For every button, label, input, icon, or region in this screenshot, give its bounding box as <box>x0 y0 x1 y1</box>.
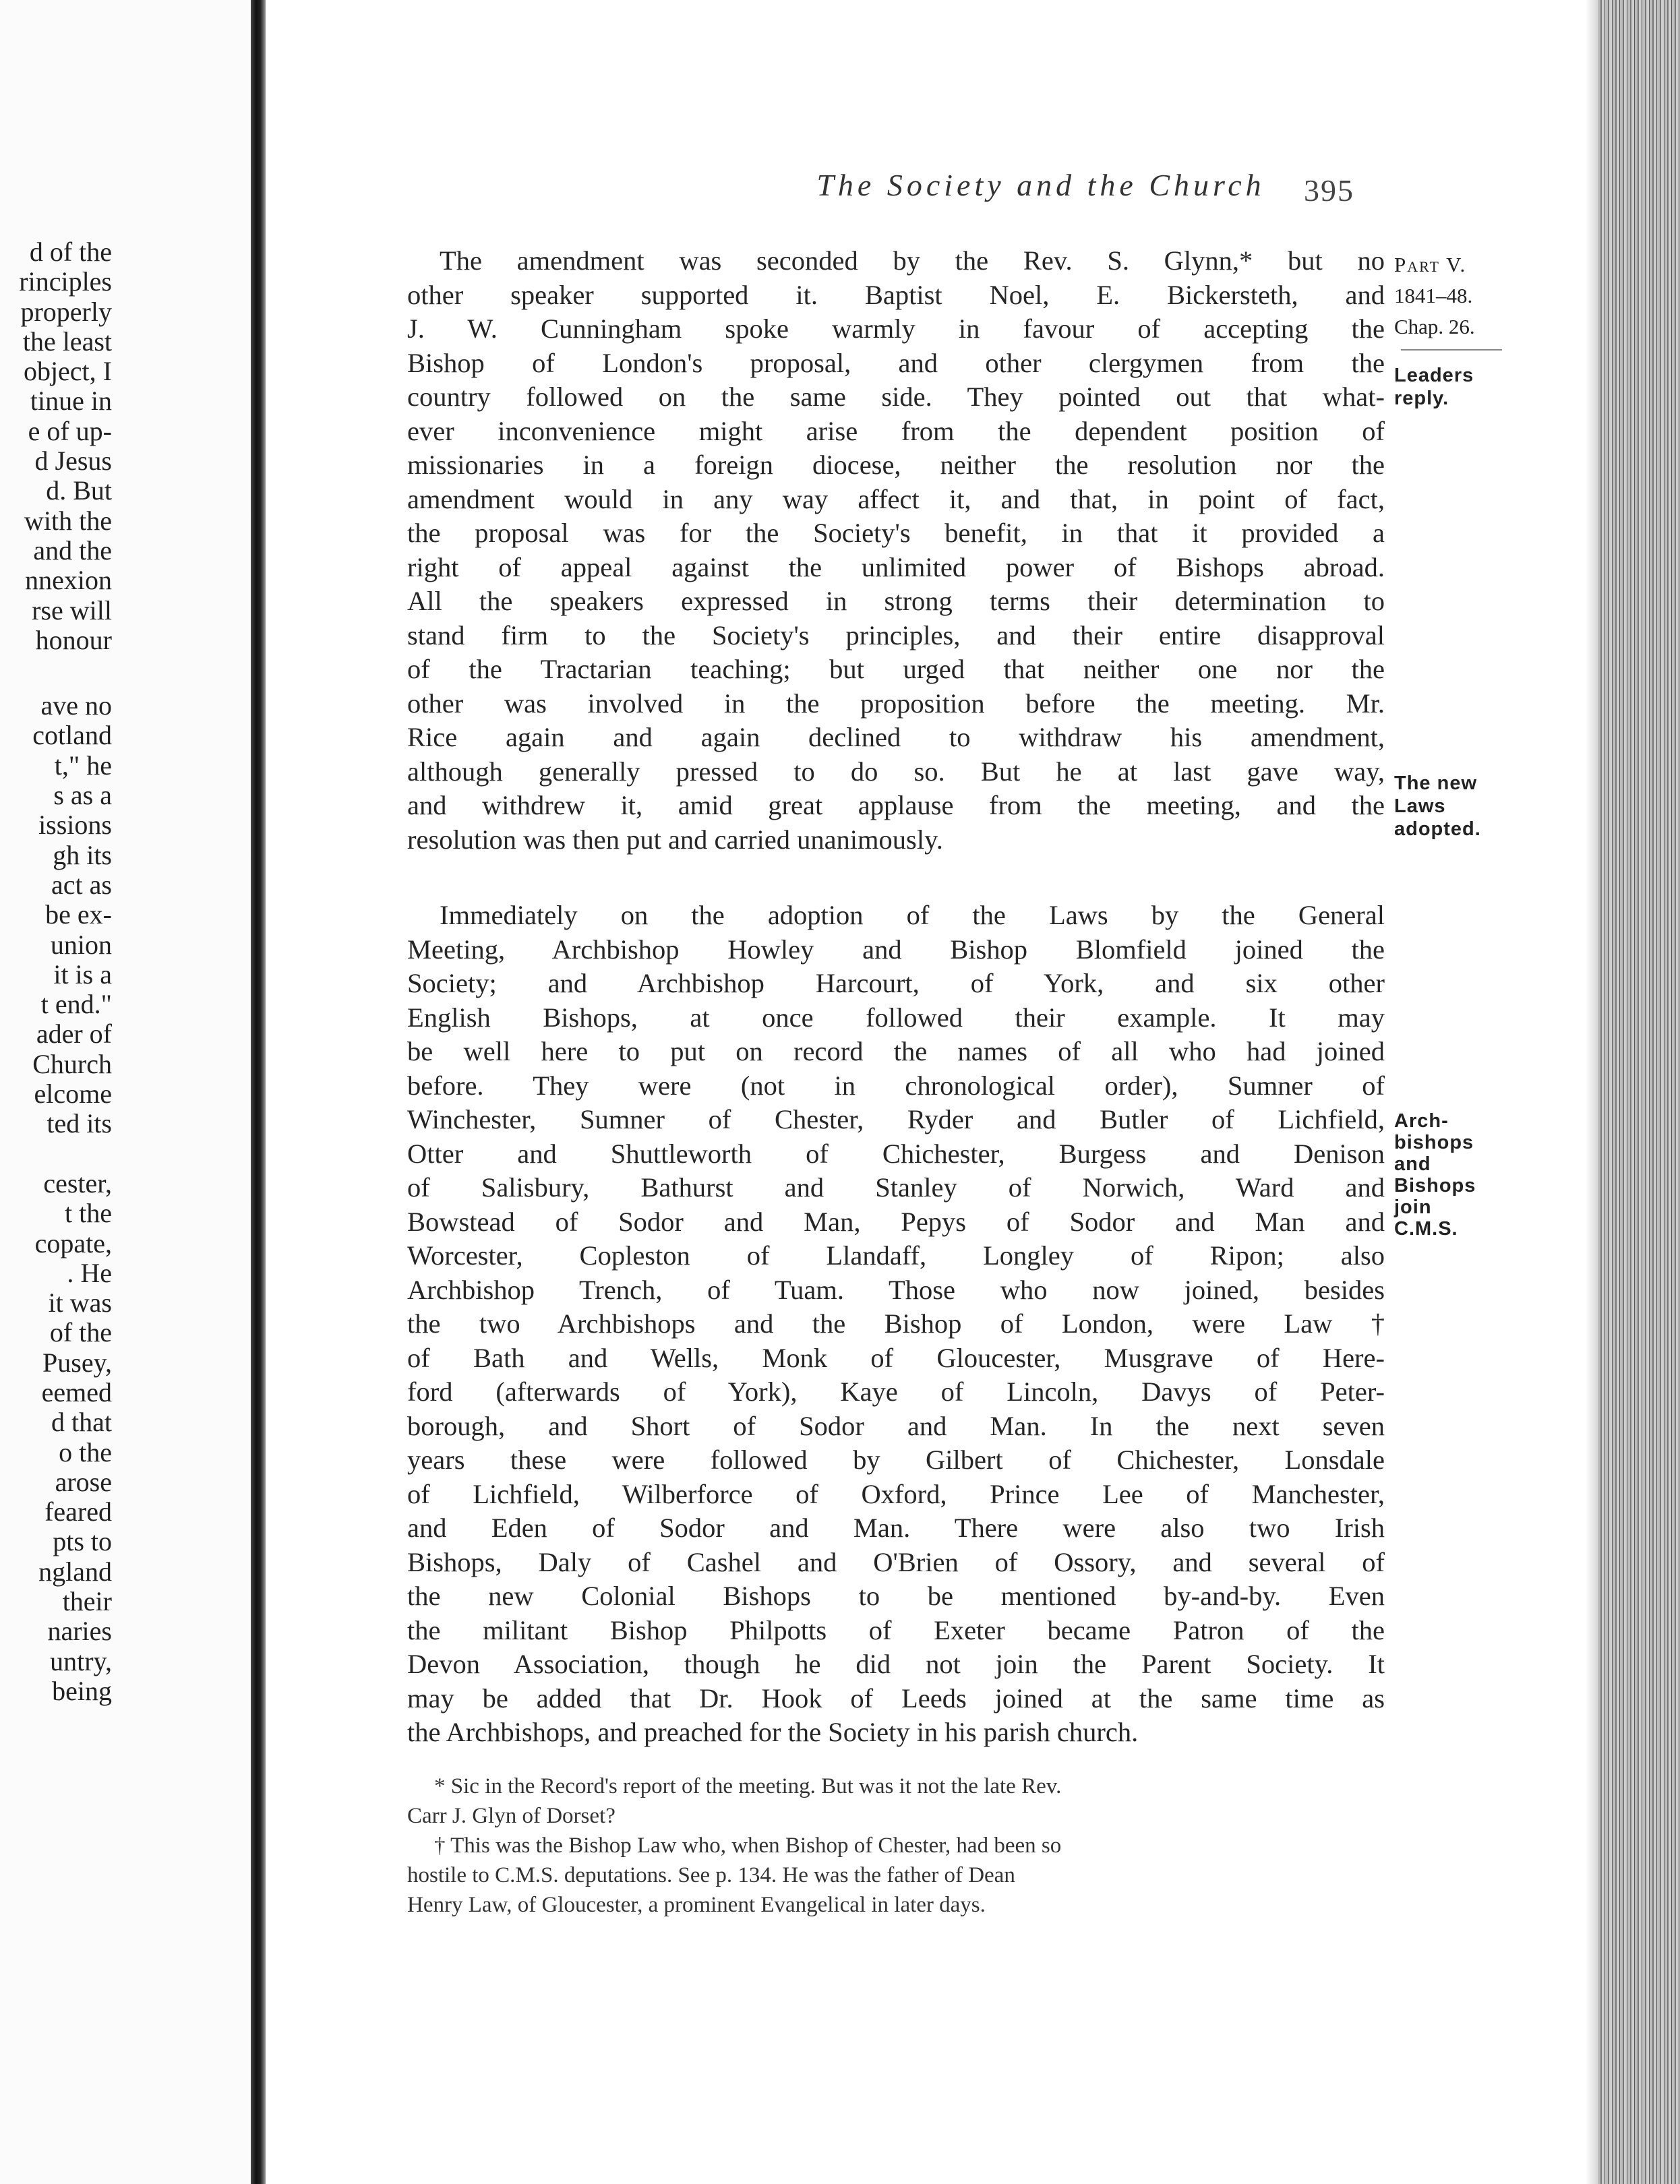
text-line: the two Archbishops and the Bishop of London, were Law † <box>407 1308 1385 1339</box>
text-line: amendment would in any way affect it, and that, in point of fact, <box>407 483 1385 514</box>
text-line: Bowstead of Sodor and Man, Pepys of Sodor and Man and <box>407 1206 1385 1237</box>
text-line: Immediately on the adoption of the Laws by the General <box>440 900 1385 930</box>
left-text-fragment: it is a <box>53 959 112 990</box>
left-text-fragment: honour <box>35 624 112 655</box>
text-line: Rice again and again declined to withdraw his amendment, <box>407 722 1385 752</box>
text-line: Worcester, Copleston of Llandaff, Longley of Ripon; also <box>407 1240 1385 1271</box>
left-text-fragment: d that <box>51 1407 112 1438</box>
text-line: other speaker supported it. Baptist Noel, E. Bickersteth, and <box>407 279 1385 310</box>
left-text-fragment: issions <box>38 810 112 841</box>
text-line: before. They were (not in chronological order), Sumner of <box>407 1070 1385 1101</box>
text-line: ever inconvenience might arise from the dependent position of <box>407 415 1385 446</box>
left-text-fragment: cester, <box>43 1167 112 1199</box>
text-line: the Archbishops, and preached for the Society in his parish church. <box>407 1717 1139 1747</box>
left-page-fragment <box>0 0 251 2184</box>
book-page-edges <box>1598 0 1680 2184</box>
text-line: Society; and Archbishop Harcourt, of York, and six other <box>407 968 1385 998</box>
text-line: the militant Bishop Philpotts of Exeter became Patron of the <box>407 1614 1385 1645</box>
margin-new-laws-line-1: The new <box>1394 772 1478 794</box>
margin-leaders-line-2: reply. <box>1394 388 1449 409</box>
left-text-fragment: elcome <box>34 1079 112 1110</box>
left-text-fragment: rse will <box>32 595 112 626</box>
text-line: years these were followed by Gilbert of Chichester, Lonsdale <box>407 1445 1385 1475</box>
margin-rule <box>1401 349 1502 351</box>
margin-new-laws-line-2: Laws <box>1394 795 1446 817</box>
margin-leaders-line-1: Leaders <box>1394 365 1474 386</box>
text-line: English Bishops, at once followed their example. It may <box>407 1002 1385 1033</box>
text-line: ford (afterwards of York), Kaye of Lincoln, Davys of Peter- <box>407 1376 1385 1407</box>
text-line: resolution was then put and carried unanimously. <box>407 824 943 855</box>
left-text-fragment: copate, <box>34 1227 112 1258</box>
margin-bishops-line-5: join <box>1394 1196 1432 1218</box>
margin-part-label: Part V. <box>1394 253 1467 276</box>
margin-bishops-line-2: bishops <box>1394 1132 1474 1153</box>
text-line: other was involved in the proposition before the meeting. Mr. <box>407 688 1385 719</box>
left-text-fragment: the least <box>22 326 112 357</box>
left-text-fragment: properly <box>20 296 112 327</box>
left-text-fragment: d. But <box>46 475 112 506</box>
text-line: and withdrew it, amid great applause from the meeting, and the <box>407 790 1385 820</box>
left-text-fragment: rinciples <box>19 266 112 297</box>
margin-note-bishops-join <box>1394 1110 1583 1240</box>
margin-new-laws-line-3: adopted. <box>1394 818 1481 840</box>
left-text-fragment: untry, <box>50 1645 112 1676</box>
text-line: of Lichfield, Wilberforce of Oxford, Prince Lee of Manchester, <box>407 1478 1385 1509</box>
left-text-fragment: naries <box>47 1616 112 1647</box>
text-line: borough, and Short of Sodor and Man. In the next seven <box>407 1410 1385 1441</box>
text-line: the new Colonial Bishops to be mentioned by-and-by. Even <box>407 1581 1385 1611</box>
left-text-fragment: . He <box>67 1257 112 1288</box>
left-text-fragment: e of up- <box>28 415 112 446</box>
left-text-fragment: feared <box>44 1496 112 1527</box>
left-text-fragment: Pusey, <box>42 1347 112 1378</box>
text-line: Winchester, Sumner of Chester, Ryder and Butler of Lichfield, <box>407 1104 1385 1134</box>
margin-chapter: Chap. 26. <box>1394 315 1475 338</box>
text-line: right of appeal against the unlimited power of Bishops abroad. <box>407 551 1385 582</box>
left-text-fragment: tinue in <box>30 386 112 417</box>
left-text-fragment: t the <box>65 1198 112 1229</box>
left-text-fragment: s as a <box>53 780 112 811</box>
left-text-fragment: ted its <box>47 1108 112 1139</box>
text-line: may be added that Dr. Hook of Leeds joined at the same time as <box>407 1682 1385 1713</box>
left-text-fragment: their <box>62 1586 112 1617</box>
left-text-fragment: arose <box>55 1466 112 1497</box>
text-line: Meeting, Archbishop Howley and Bishop Blomfield joined the <box>407 934 1385 965</box>
footnote-line: Carr J. Glyn of Dorset? <box>407 1804 616 1828</box>
footnote-line: hostile to C.M.S. deputations. See p. 134. He was the father of Dean <box>407 1863 1015 1887</box>
paragraph-1 <box>407 244 1385 857</box>
text-line: of the Tractarian teaching; but urged that neither one nor the <box>407 654 1385 684</box>
left-text-fragment: and the <box>33 535 112 566</box>
left-text-fragment: ader of <box>36 1019 112 1050</box>
left-text-fragment: gh its <box>53 839 112 870</box>
left-text-fragment: be ex- <box>45 899 112 930</box>
left-text-fragment: object, I <box>23 356 112 387</box>
left-text-fragment: with the <box>24 505 112 536</box>
left-text-fragment: ave no <box>40 690 112 721</box>
text-line: Bishops, Daly of Cashel and O'Brien of Ossory, and several of <box>407 1546 1385 1577</box>
margin-bishops-line-4: Bishops <box>1394 1175 1476 1196</box>
left-text-fragment: t," he <box>54 750 112 781</box>
left-paragraph-gap <box>19 655 112 691</box>
text-line: All the speakers expressed in strong terms their determination to <box>407 586 1385 616</box>
left-text-fragment: ngland <box>38 1556 112 1587</box>
left-text-fragment: cotland <box>32 720 112 751</box>
left-text-fragment: Church <box>32 1048 112 1079</box>
text-line: The amendment was seconded by the Rev. S. Glynn,* but no <box>440 245 1385 276</box>
footnote-line: * Sic in the Record's report of the meeting. But was it not the late Rev. <box>434 1774 1062 1798</box>
text-line: Bishop of London's proposal, and other clergymen from the <box>407 347 1385 378</box>
text-line: although generally pressed to do so. But he at last gave way, <box>407 756 1385 787</box>
margin-note-new-laws <box>1394 772 1583 841</box>
margin-note-leaders-reply <box>1394 364 1583 410</box>
text-line: missionaries in a foreign diocese, neither the resolution nor the <box>407 450 1385 480</box>
margin-bishops-line-6: C.M.S. <box>1394 1218 1458 1240</box>
book-gutter <box>251 0 266 2184</box>
margin-bishops-line-1: Arch- <box>1394 1110 1449 1132</box>
left-text-fragment: d Jesus <box>34 446 112 477</box>
left-text-fragment: d of the <box>29 237 112 267</box>
text-line: Archbishop Trench, of Tuam. Those who now joined, besides <box>407 1274 1385 1305</box>
footnotes <box>407 1771 1385 1920</box>
right-page <box>266 0 1598 2184</box>
running-head: The Society and the Church <box>816 168 1265 202</box>
left-text-fragment: act as <box>51 869 112 900</box>
text-line: country followed on the same side. They pointed out that what- <box>407 382 1385 412</box>
left-text-fragment: being <box>52 1675 112 1706</box>
footnote-line: Henry Law, of Gloucester, a prominent Evangelical in later days. <box>407 1893 986 1917</box>
text-line: of Salisbury, Bathurst and Stanley of Norwich, Ward and <box>407 1172 1385 1203</box>
text-line: be well here to put on record the names of all who had joined <box>407 1036 1385 1066</box>
text-line: of Bath and Wells, Monk of Gloucester, Musgrave of Here- <box>407 1342 1385 1373</box>
text-line: Otter and Shuttleworth of Chichester, Burgess and Denison <box>407 1138 1385 1169</box>
left-text-fragment: pts to <box>53 1526 112 1557</box>
margin-years: 1841–48. <box>1394 284 1473 307</box>
margin-bishops-line-3: and <box>1394 1153 1431 1175</box>
paragraph-2 <box>407 899 1385 1750</box>
text-line: the proposal was for the Society's benefit, in that it provided a <box>407 518 1385 548</box>
left-text-fragment: nnexion <box>25 565 112 596</box>
text-line: Devon Association, though he did not join the Parent Society. It <box>407 1649 1385 1679</box>
left-text-fragment: union <box>50 929 112 960</box>
page-number: 395 <box>1304 173 1354 208</box>
text-line: stand firm to the Society's principles, and their entire disapproval <box>407 619 1385 650</box>
left-text-fragment: eemed <box>41 1376 112 1407</box>
footnote-line: † This was the Bishop Law who, when Bishop of Chester, had been so <box>434 1833 1062 1858</box>
margin-note-part <box>1394 249 1583 353</box>
text-line: and Eden of Sodor and Man. There were also two Irish <box>407 1513 1385 1543</box>
left-text-fragment <box>19 1139 112 1169</box>
left-text-fragment: of the <box>49 1317 112 1348</box>
left-text-fragment: o the <box>59 1436 112 1467</box>
text-line: J. W. Cunningham spoke warmly in favour of accepting the <box>407 313 1385 344</box>
left-page-text <box>19 237 112 1706</box>
left-text-fragment: it was <box>48 1287 112 1318</box>
left-text-fragment: t end." <box>40 989 112 1020</box>
